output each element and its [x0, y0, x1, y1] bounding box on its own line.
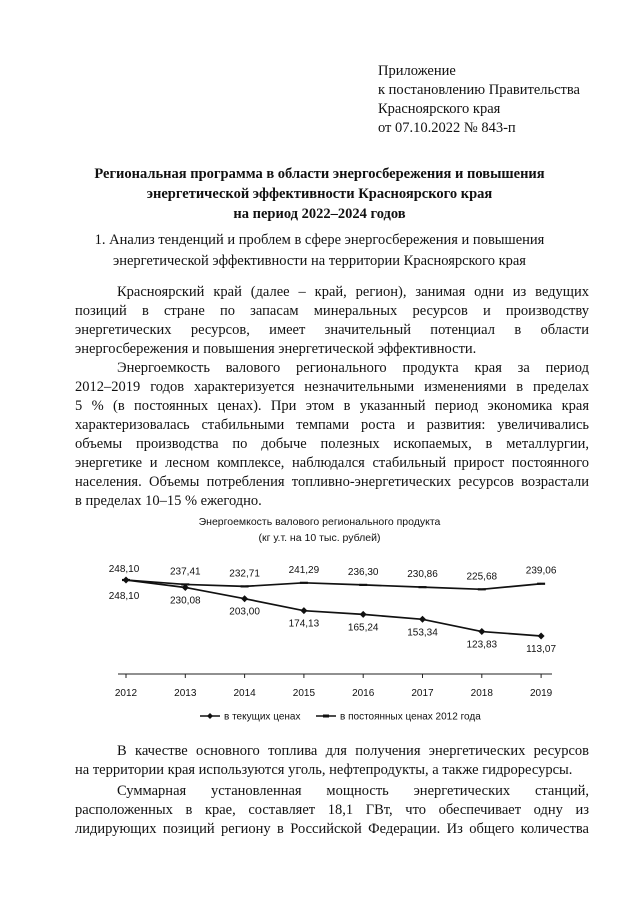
data-label-constant-prices: 248,10	[108, 564, 140, 575]
text-line: характеризовалась стабильными темпами роста и развития: увеличивались	[75, 417, 589, 433]
data-label-constant-prices: 241,29	[288, 564, 320, 576]
data-label-current-prices: 203,00	[229, 606, 260, 618]
x-tick-label: 2014	[233, 688, 256, 699]
text-line: Красноярский край (далее – край, регион), занимая одни из ведущих	[117, 284, 589, 300]
x-tick-label: 2016	[352, 688, 375, 699]
text-line: расположенных в крае, составляет 18,1 ГВт, что обеспечивает одну из	[75, 802, 589, 818]
x-tick-label: 2012	[114, 688, 138, 699]
data-label-current-prices: 165,24	[347, 622, 379, 634]
point-current-prices	[241, 595, 248, 602]
data-label-current-prices: 174,13	[288, 618, 320, 630]
text-line: населения. Объемы потребления топливно-энергетических ресурсов возрастали	[75, 474, 589, 490]
data-label-current-prices: 230,08	[170, 595, 201, 607]
data-label-constant-prices: 237,41	[170, 566, 201, 578]
text-line: на территории края используются уголь, нефтепродукты, а также гидроресурсы.	[75, 762, 573, 778]
text-line: позиций в стране по запасам минеральных ресурсов и производству	[75, 303, 589, 319]
text-line: Энергоемкость валового регионального продукта края за период	[117, 360, 589, 376]
data-label-current-prices: 248,10	[108, 591, 140, 602]
text-line: в пределах 10–15 % ежегодно.	[75, 493, 262, 509]
data-label-current-prices: 123,83	[466, 639, 498, 651]
title-line: Региональная программа в области энергосбережения и повышения	[94, 166, 545, 182]
section-line: энергетической эффективности на территории Красноярского края	[113, 253, 526, 269]
data-label-current-prices: 153,34	[407, 627, 438, 639]
title-line: на период 2022–2024 годов	[233, 206, 406, 222]
x-tick-label: 2017	[411, 688, 434, 699]
energy-intensity-chart	[0, 550, 639, 730]
text-line: 2012–2019 годов характеризуется незначительными изменениями в пределах	[75, 379, 589, 395]
document-title	[0, 164, 639, 224]
point-current-prices	[360, 611, 367, 618]
data-label-constant-prices: 232,71	[229, 568, 260, 580]
text-line: энергетических ресурсов, имеет значительный потенциал в области	[75, 322, 589, 338]
chart-title: Энергоемкость валового регионального продукта	[198, 516, 441, 528]
appendix-line: к постановлению Правительства	[378, 82, 580, 98]
legend-current-prices-label: в текущих ценах	[224, 711, 301, 723]
x-tick-label: 2015	[292, 688, 316, 699]
data-label-constant-prices: 225,68	[466, 571, 498, 583]
legend-current-prices-marker	[207, 713, 213, 719]
x-tick-label: 2013	[174, 688, 197, 699]
title-line: энергетической эффективности Красноярского края	[146, 186, 493, 202]
paragraph-4	[75, 782, 589, 839]
data-label-constant-prices: 236,30	[347, 566, 379, 578]
text-line: лидирующих позиций региону в Российской Федерации. Из общего количества	[75, 821, 589, 837]
text-line: энергетике и лесном комплексе, наблюдался стабильный прирост постоянного	[75, 455, 589, 471]
paragraph-3	[75, 742, 589, 780]
chart-heading	[0, 514, 639, 546]
point-current-prices	[419, 616, 426, 623]
text-line: 5 % (в постоянных ценах). При этом в указанный период экономика края	[75, 398, 589, 414]
section-heading	[0, 230, 639, 272]
paragraph-2	[75, 359, 589, 511]
x-tick-label: 2018	[470, 688, 493, 699]
text-line: энергосбережения и повышения энергетической эффективности.	[75, 341, 477, 357]
appendix-line: Красноярского края	[378, 101, 501, 117]
section-line: 1. Анализ тенденций и проблем в сфере энергосбережения и повышения	[94, 232, 545, 248]
paragraph-1	[75, 283, 589, 359]
appendix-line: Приложение	[378, 63, 456, 79]
x-tick-label: 2019	[529, 688, 553, 699]
text-line: объемы производства по добыче полезных ископаемых, в металлургии,	[75, 436, 589, 452]
appendix-block	[378, 62, 580, 138]
point-current-prices	[300, 607, 307, 614]
appendix-line: от 07.10.2022 № 843-п	[378, 120, 516, 136]
data-label-constant-prices: 230,86	[407, 569, 438, 581]
chart-subtitle: (кг у.т. на 10 тыс. рублей)	[258, 532, 381, 544]
data-label-constant-prices: 239,06	[525, 565, 557, 577]
point-current-prices	[478, 628, 485, 635]
text-line: В качестве основного топлива для получения энергетических ресурсов	[117, 743, 589, 759]
data-label-current-prices: 113,07	[526, 644, 557, 655]
point-current-prices	[538, 633, 545, 640]
legend-constant-prices-label: в постоянных ценах 2012 года	[340, 711, 481, 723]
text-line: Суммарная установленная мощность энергетических станций,	[117, 783, 589, 799]
